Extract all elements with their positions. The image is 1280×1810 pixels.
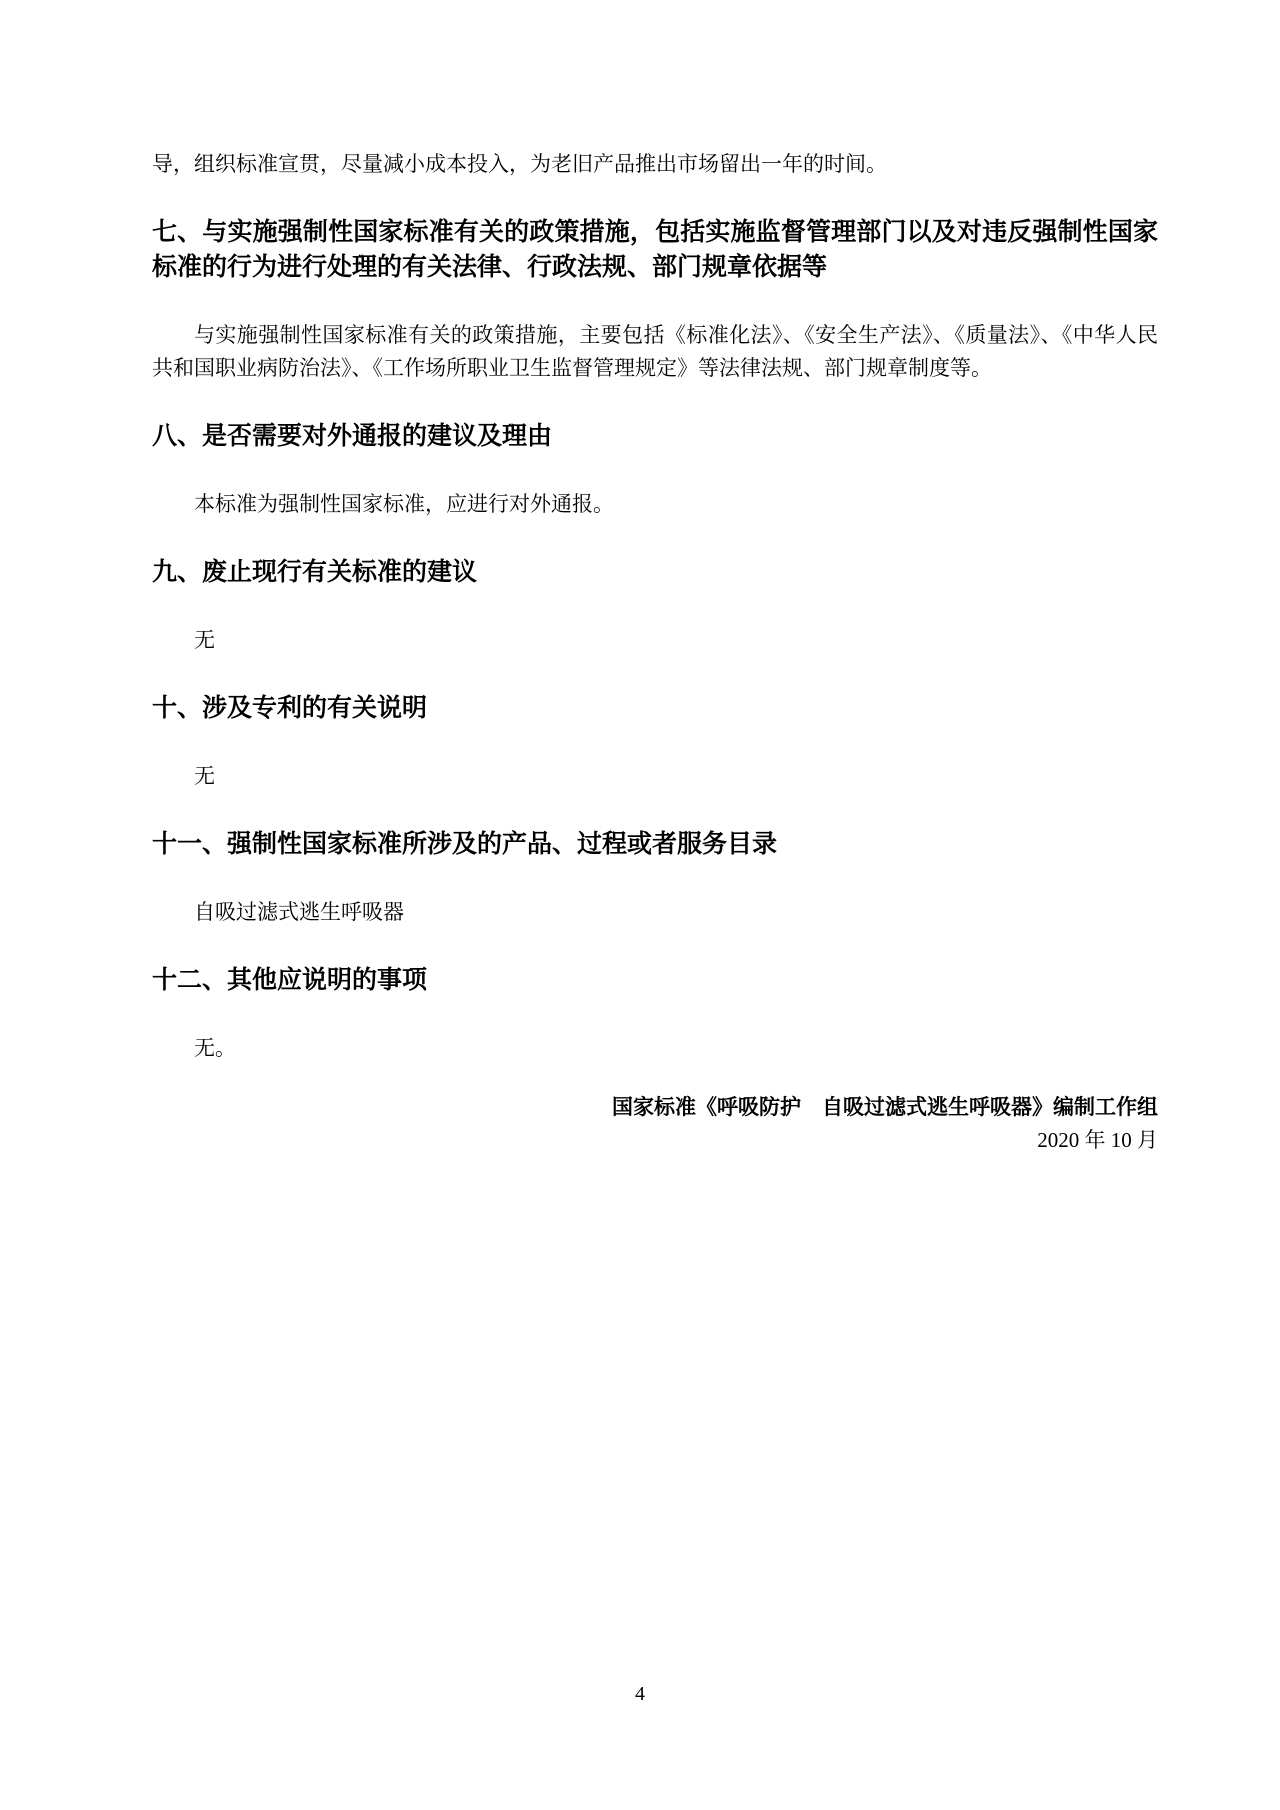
section-9-body: 无	[194, 628, 215, 652]
section-10-body: 无	[194, 764, 215, 788]
intro-paragraph: 导，组织标准宣贯，尽量减小成本投入，为老旧产品推出市场留出一年的时间。	[152, 152, 887, 176]
section-11-body: 自吸过滤式逃生呼吸器	[194, 900, 404, 924]
page-number: 4	[635, 1683, 645, 1705]
section-8-body: 本标准为强制性国家标准，应进行对外通报。	[194, 492, 614, 516]
section-12-body: 无。	[194, 1036, 236, 1060]
section-7-heading: 七、与实施强制性国家标准有关的政策措施，包括实施监督管理部门以及对违反强制性国家标准的行为进行处理的有关法律、行政法规、部门规章依据等	[152, 218, 1158, 281]
section-7-body: 与实施强制性国家标准有关的政策措施，主要包括《标准化法》、《安全生产法》、《质量法》、《中华人民共和国职业病防治法》、《工作场所职业卫生监督管理规定》等法律法规、部门规章制度等。	[152, 323, 1158, 380]
signature-workgroup: 国家标准《呼吸防护 自吸过滤式逃生呼吸器》编制工作组	[612, 1095, 1158, 1119]
section-12-heading: 十二、其他应说明的事项	[152, 966, 428, 994]
section-10-heading: 十、涉及专利的有关说明	[152, 694, 428, 722]
signature-date: 2020 年 10 月	[1037, 1128, 1158, 1152]
section-11-heading: 十一、强制性国家标准所涉及的产品、过程或者服务目录	[152, 830, 778, 858]
section-9-heading: 九、废止现行有关标准的建议	[152, 558, 478, 586]
section-8-heading: 八、是否需要对外通报的建议及理由	[152, 422, 553, 450]
document-content	[152, 0, 1158, 1157]
